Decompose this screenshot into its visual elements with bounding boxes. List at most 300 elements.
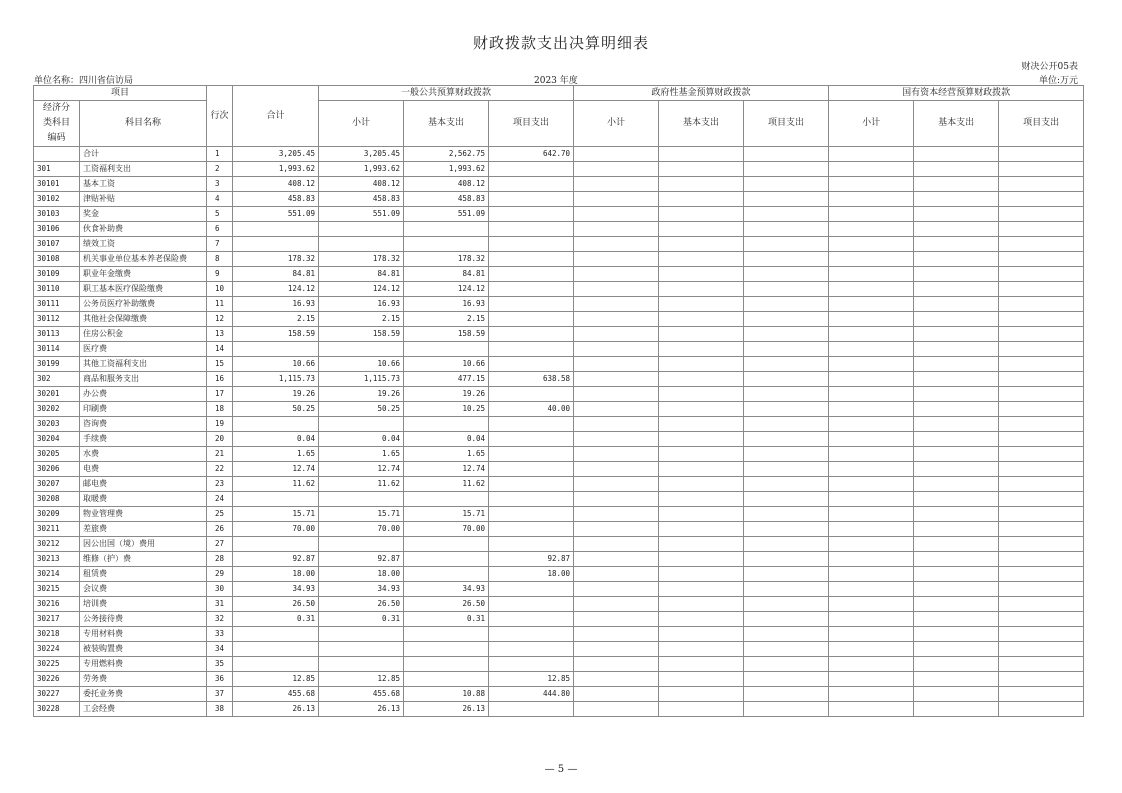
table-row <box>34 357 1084 372</box>
cell-gf-subtotal <box>574 417 659 432</box>
cell-sc-basic <box>914 477 999 492</box>
cell-gf-project <box>744 207 829 222</box>
cell-gp-subtotal: 26.50 <box>319 597 404 612</box>
table-row <box>34 207 1084 222</box>
cell-gp-basic: 1.65 <box>404 447 489 462</box>
cell-sc-project <box>999 447 1084 462</box>
cell-gf-subtotal <box>574 702 659 717</box>
cell-gp-basic <box>404 567 489 582</box>
cell-row-seq: 16 <box>207 372 233 387</box>
cell-gp-basic: 124.12 <box>404 282 489 297</box>
cell-gf-subtotal <box>574 207 659 222</box>
cell-gp-subtotal <box>319 537 404 552</box>
cell-sc-subtotal <box>829 252 914 267</box>
cell-subject-name: 物业管理费 <box>80 507 207 522</box>
cell-total <box>233 222 319 237</box>
cell-gp-subtotal: 158.59 <box>319 327 404 342</box>
cell-total: 158.59 <box>233 327 319 342</box>
cell-gf-basic <box>659 372 744 387</box>
cell-gp-basic: 26.50 <box>404 597 489 612</box>
cell-sc-subtotal <box>829 282 914 297</box>
cell-gf-project <box>744 402 829 417</box>
cell-sc-basic <box>914 462 999 477</box>
cell-subject-name: 合计 <box>80 147 207 162</box>
cell-subject-name: 公务员医疗补助缴费 <box>80 297 207 312</box>
cell-econ-code: 30201 <box>34 387 80 402</box>
cell-gp-basic <box>404 552 489 567</box>
cell-sc-project <box>999 687 1084 702</box>
cell-sc-project <box>999 462 1084 477</box>
cell-gf-subtotal <box>574 642 659 657</box>
cell-row-seq: 1 <box>207 147 233 162</box>
cell-sc-subtotal <box>829 372 914 387</box>
cell-gp-subtotal: 70.00 <box>319 522 404 537</box>
cell-gf-project <box>744 552 829 567</box>
cell-gf-project <box>744 327 829 342</box>
cell-row-seq: 9 <box>207 267 233 282</box>
cell-total: 1.65 <box>233 447 319 462</box>
cell-econ-code: 30212 <box>34 537 80 552</box>
cell-gp-project <box>489 327 574 342</box>
cell-econ-code: 30103 <box>34 207 80 222</box>
cell-gp-project <box>489 342 574 357</box>
cell-total: 50.25 <box>233 402 319 417</box>
cell-gf-basic <box>659 687 744 702</box>
table-row <box>34 672 1084 687</box>
cell-gf-subtotal <box>574 327 659 342</box>
cell-gp-project <box>489 387 574 402</box>
cell-sc-subtotal <box>829 432 914 447</box>
cell-row-seq: 22 <box>207 462 233 477</box>
cell-row-seq: 5 <box>207 207 233 222</box>
cell-sc-project <box>999 642 1084 657</box>
cell-sc-subtotal <box>829 597 914 612</box>
cell-gf-project <box>744 447 829 462</box>
cell-gp-basic: 0.31 <box>404 612 489 627</box>
cell-sc-basic <box>914 507 999 522</box>
cell-total: 455.68 <box>233 687 319 702</box>
cell-sc-basic <box>914 222 999 237</box>
cell-gp-subtotal <box>319 657 404 672</box>
cell-gf-basic <box>659 267 744 282</box>
cell-gf-project <box>744 657 829 672</box>
cell-total: 178.32 <box>233 252 319 267</box>
cell-sc-project <box>999 177 1084 192</box>
page-title: 财政拨款支出决算明细表 <box>472 34 649 52</box>
cell-gf-basic <box>659 387 744 402</box>
cell-sc-subtotal <box>829 237 914 252</box>
cell-subject-name: 会议费 <box>80 582 207 597</box>
cell-gp-subtotal: 18.00 <box>319 567 404 582</box>
table-row <box>34 492 1084 507</box>
table-row <box>34 252 1084 267</box>
cell-gp-project <box>489 597 574 612</box>
cell-sc-basic <box>914 597 999 612</box>
cell-gp-basic <box>404 537 489 552</box>
cell-row-seq: 31 <box>207 597 233 612</box>
cell-total: 551.09 <box>233 207 319 222</box>
cell-sc-project <box>999 372 1084 387</box>
table-row <box>34 147 1084 162</box>
cell-subject-name: 绩效工资 <box>80 237 207 252</box>
header-item: 项目 <box>34 86 207 101</box>
cell-row-seq: 7 <box>207 237 233 252</box>
cell-sc-subtotal <box>829 642 914 657</box>
cell-row-seq: 6 <box>207 222 233 237</box>
table-row <box>34 642 1084 657</box>
cell-sc-subtotal <box>829 492 914 507</box>
table-row <box>34 702 1084 717</box>
cell-econ-code: 30211 <box>34 522 80 537</box>
cell-gf-basic <box>659 192 744 207</box>
cell-sc-project <box>999 237 1084 252</box>
cell-gf-basic <box>659 402 744 417</box>
header-sc-subtotal: 小计 <box>829 101 914 147</box>
cell-sc-project <box>999 267 1084 282</box>
cell-row-seq: 28 <box>207 552 233 567</box>
cell-sc-project <box>999 312 1084 327</box>
cell-gp-subtotal: 1.65 <box>319 447 404 462</box>
cell-sc-basic <box>914 237 999 252</box>
table-row <box>34 177 1084 192</box>
cell-row-seq: 34 <box>207 642 233 657</box>
cell-gf-project <box>744 147 829 162</box>
cell-sc-subtotal <box>829 657 914 672</box>
cell-gp-basic: 10.25 <box>404 402 489 417</box>
cell-subject-name: 培训费 <box>80 597 207 612</box>
cell-gp-subtotal: 2.15 <box>319 312 404 327</box>
cell-sc-basic <box>914 297 999 312</box>
cell-gf-project <box>744 687 829 702</box>
cell-sc-subtotal <box>829 447 914 462</box>
cell-sc-basic <box>914 642 999 657</box>
header-gf-basic: 基本支出 <box>659 101 744 147</box>
cell-gp-basic: 477.15 <box>404 372 489 387</box>
cell-total: 16.93 <box>233 297 319 312</box>
cell-sc-subtotal <box>829 222 914 237</box>
cell-gf-project <box>744 252 829 267</box>
table-row <box>34 387 1084 402</box>
meta-row <box>34 73 1078 85</box>
cell-gf-subtotal <box>574 432 659 447</box>
cell-sc-basic <box>914 702 999 717</box>
cell-gp-subtotal <box>319 222 404 237</box>
cell-total: 84.81 <box>233 267 319 282</box>
cell-gp-basic <box>404 672 489 687</box>
cell-sc-project <box>999 357 1084 372</box>
cell-sc-subtotal <box>829 192 914 207</box>
cell-total: 1,115.73 <box>233 372 319 387</box>
cell-total: 1,993.62 <box>233 162 319 177</box>
cell-gp-subtotal <box>319 492 404 507</box>
cell-sc-basic <box>914 672 999 687</box>
cell-subject-name: 住房公积金 <box>80 327 207 342</box>
cell-gf-project <box>744 372 829 387</box>
cell-sc-subtotal <box>829 312 914 327</box>
cell-gp-basic: 10.88 <box>404 687 489 702</box>
cell-gf-project <box>744 567 829 582</box>
cell-gf-basic <box>659 462 744 477</box>
cell-gp-project <box>489 627 574 642</box>
cell-row-seq: 15 <box>207 357 233 372</box>
cell-sc-basic <box>914 192 999 207</box>
cell-total: 18.00 <box>233 567 319 582</box>
cell-subject-name: 其他工资福利支出 <box>80 357 207 372</box>
cell-gf-project <box>744 582 829 597</box>
cell-gp-subtotal: 34.93 <box>319 582 404 597</box>
cell-gf-basic <box>659 207 744 222</box>
cell-total <box>233 642 319 657</box>
cell-gf-project <box>744 282 829 297</box>
cell-gf-subtotal <box>574 162 659 177</box>
cell-gf-subtotal <box>574 282 659 297</box>
cell-sc-basic <box>914 252 999 267</box>
cell-gp-subtotal: 19.26 <box>319 387 404 402</box>
cell-gf-subtotal <box>574 597 659 612</box>
cell-sc-project <box>999 162 1084 177</box>
cell-gf-project <box>744 537 829 552</box>
cell-econ-code: 30208 <box>34 492 80 507</box>
cell-gp-project <box>489 162 574 177</box>
cell-sc-basic <box>914 267 999 282</box>
cell-total: 70.00 <box>233 522 319 537</box>
cell-sc-project <box>999 567 1084 582</box>
cell-total: 12.85 <box>233 672 319 687</box>
cell-sc-subtotal <box>829 477 914 492</box>
cell-gf-project <box>744 297 829 312</box>
cell-sc-subtotal <box>829 672 914 687</box>
cell-subject-name: 办公费 <box>80 387 207 402</box>
header-gf-project: 项目支出 <box>744 101 829 147</box>
header-econ-code: 经济分类科目编码 <box>34 101 80 147</box>
cell-sc-project <box>999 417 1084 432</box>
cell-row-seq: 10 <box>207 282 233 297</box>
table-row <box>34 342 1084 357</box>
cell-gf-basic <box>659 507 744 522</box>
cell-total: 2.15 <box>233 312 319 327</box>
cell-sc-subtotal <box>829 687 914 702</box>
cell-gp-subtotal <box>319 417 404 432</box>
cell-sc-basic <box>914 522 999 537</box>
cell-gp-subtotal: 458.83 <box>319 192 404 207</box>
cell-subject-name: 邮电费 <box>80 477 207 492</box>
cell-gf-basic <box>659 357 744 372</box>
cell-econ-code: 30209 <box>34 507 80 522</box>
cell-sc-project <box>999 597 1084 612</box>
cell-subject-name: 基本工资 <box>80 177 207 192</box>
cell-subject-name: 其他社会保障缴费 <box>80 312 207 327</box>
cell-sc-basic <box>914 162 999 177</box>
cell-gf-basic <box>659 672 744 687</box>
cell-subject-name: 津贴补贴 <box>80 192 207 207</box>
cell-subject-name: 差旅费 <box>80 522 207 537</box>
cell-subject-name: 商品和服务支出 <box>80 372 207 387</box>
table-row <box>34 582 1084 597</box>
cell-gf-subtotal <box>574 537 659 552</box>
cell-gp-basic: 12.74 <box>404 462 489 477</box>
cell-econ-code: 302 <box>34 372 80 387</box>
cell-gf-basic <box>659 342 744 357</box>
cell-gf-subtotal <box>574 252 659 267</box>
cell-gf-basic <box>659 657 744 672</box>
cell-econ-code: 30224 <box>34 642 80 657</box>
cell-gf-subtotal <box>574 657 659 672</box>
cell-gp-basic: 26.13 <box>404 702 489 717</box>
cell-sc-basic <box>914 147 999 162</box>
cell-gp-basic: 0.04 <box>404 432 489 447</box>
cell-gf-basic <box>659 147 744 162</box>
cell-gp-project <box>489 237 574 252</box>
table-row <box>34 597 1084 612</box>
cell-gf-subtotal <box>574 357 659 372</box>
table-row <box>34 402 1084 417</box>
table-row <box>34 552 1084 567</box>
cell-gp-subtotal: 16.93 <box>319 297 404 312</box>
cell-sc-basic <box>914 492 999 507</box>
cell-gf-basic <box>659 642 744 657</box>
cell-total: 408.12 <box>233 177 319 192</box>
cell-subject-name: 水费 <box>80 447 207 462</box>
cell-gp-basic: 34.93 <box>404 582 489 597</box>
cell-total: 26.50 <box>233 597 319 612</box>
cell-gp-project <box>489 357 574 372</box>
cell-sc-basic <box>914 312 999 327</box>
cell-gp-basic: 551.09 <box>404 207 489 222</box>
table-row <box>34 507 1084 522</box>
cell-gp-basic: 458.83 <box>404 192 489 207</box>
cell-econ-code: 30225 <box>34 657 80 672</box>
cell-sc-basic <box>914 372 999 387</box>
cell-gf-subtotal <box>574 462 659 477</box>
cell-gp-basic <box>404 627 489 642</box>
cell-gf-basic <box>659 432 744 447</box>
cell-gf-project <box>744 432 829 447</box>
cell-econ-code: 30216 <box>34 597 80 612</box>
cell-sc-basic <box>914 432 999 447</box>
cell-gp-subtotal: 84.81 <box>319 267 404 282</box>
cell-econ-code: 30102 <box>34 192 80 207</box>
cell-econ-code: 30227 <box>34 687 80 702</box>
cell-row-seq: 18 <box>207 402 233 417</box>
cell-gp-subtotal: 15.71 <box>319 507 404 522</box>
cell-gp-subtotal: 26.13 <box>319 702 404 717</box>
cell-gp-project <box>489 582 574 597</box>
cell-gf-project <box>744 162 829 177</box>
cell-econ-code: 30207 <box>34 477 80 492</box>
cell-gf-basic <box>659 327 744 342</box>
cell-econ-code: 30205 <box>34 447 80 462</box>
cell-total: 458.83 <box>233 192 319 207</box>
cell-gp-project: 12.85 <box>489 672 574 687</box>
cell-econ-code: 30111 <box>34 297 80 312</box>
cell-econ-code: 30226 <box>34 672 80 687</box>
cell-total: 11.62 <box>233 477 319 492</box>
cell-sc-basic <box>914 357 999 372</box>
header-gp-project: 项目支出 <box>489 101 574 147</box>
cell-sc-project <box>999 192 1084 207</box>
cell-gp-project: 444.80 <box>489 687 574 702</box>
cell-subject-name: 工资福利支出 <box>80 162 207 177</box>
cell-gp-project <box>489 312 574 327</box>
cell-gp-project <box>489 507 574 522</box>
cell-sc-basic <box>914 657 999 672</box>
cell-gp-project <box>489 492 574 507</box>
cell-econ-code: 30114 <box>34 342 80 357</box>
cell-subject-name: 伙食补助费 <box>80 222 207 237</box>
cell-row-seq: 23 <box>207 477 233 492</box>
header-gp-subtotal: 小计 <box>319 101 404 147</box>
cell-sc-subtotal <box>829 177 914 192</box>
cell-row-seq: 38 <box>207 702 233 717</box>
table-row <box>34 522 1084 537</box>
cell-subject-name: 奖金 <box>80 207 207 222</box>
header-sc-basic: 基本支出 <box>914 101 999 147</box>
cell-total: 124.12 <box>233 282 319 297</box>
cell-gf-project <box>744 222 829 237</box>
cell-sc-project <box>999 297 1084 312</box>
cell-gf-project <box>744 612 829 627</box>
cell-sc-basic <box>914 552 999 567</box>
cell-gf-project <box>744 597 829 612</box>
cell-subject-name: 公务接待费 <box>80 612 207 627</box>
cell-gf-basic <box>659 297 744 312</box>
header-sc-project: 项目支出 <box>999 101 1084 147</box>
table-body <box>34 147 1084 717</box>
cell-gp-project: 92.87 <box>489 552 574 567</box>
cell-econ-code: 30204 <box>34 432 80 447</box>
cell-row-seq: 33 <box>207 627 233 642</box>
cell-gf-project <box>744 237 829 252</box>
cell-gf-subtotal <box>574 342 659 357</box>
cell-gp-project: 642.70 <box>489 147 574 162</box>
cell-gp-project <box>489 417 574 432</box>
cell-total <box>233 537 319 552</box>
cell-gf-project <box>744 522 829 537</box>
cell-econ-code <box>34 147 80 162</box>
table-row <box>34 372 1084 387</box>
table-row <box>34 312 1084 327</box>
cell-gf-subtotal <box>574 627 659 642</box>
cell-econ-code: 30106 <box>34 222 80 237</box>
cell-gp-subtotal: 11.62 <box>319 477 404 492</box>
cell-subject-name: 职业年金缴费 <box>80 267 207 282</box>
cell-total <box>233 657 319 672</box>
cell-gf-basic <box>659 417 744 432</box>
table-row <box>34 657 1084 672</box>
cell-gp-subtotal: 124.12 <box>319 282 404 297</box>
cell-gf-project <box>744 267 829 282</box>
table-row <box>34 462 1084 477</box>
cell-econ-code: 30202 <box>34 402 80 417</box>
cell-econ-code: 30107 <box>34 237 80 252</box>
cell-sc-project <box>999 282 1084 297</box>
cell-sc-basic <box>914 282 999 297</box>
cell-row-seq: 17 <box>207 387 233 402</box>
cell-econ-code: 30110 <box>34 282 80 297</box>
cell-gf-basic <box>659 552 744 567</box>
cell-sc-project <box>999 582 1084 597</box>
cell-econ-code: 30218 <box>34 627 80 642</box>
cell-row-seq: 20 <box>207 432 233 447</box>
cell-econ-code: 30217 <box>34 612 80 627</box>
header-general-budget: 一般公共预算财政拨款 <box>319 86 574 101</box>
cell-sc-subtotal <box>829 702 914 717</box>
cell-sc-subtotal <box>829 627 914 642</box>
cell-gf-subtotal <box>574 312 659 327</box>
cell-gf-subtotal <box>574 552 659 567</box>
cell-gp-basic: 10.66 <box>404 357 489 372</box>
cell-subject-name: 电费 <box>80 462 207 477</box>
